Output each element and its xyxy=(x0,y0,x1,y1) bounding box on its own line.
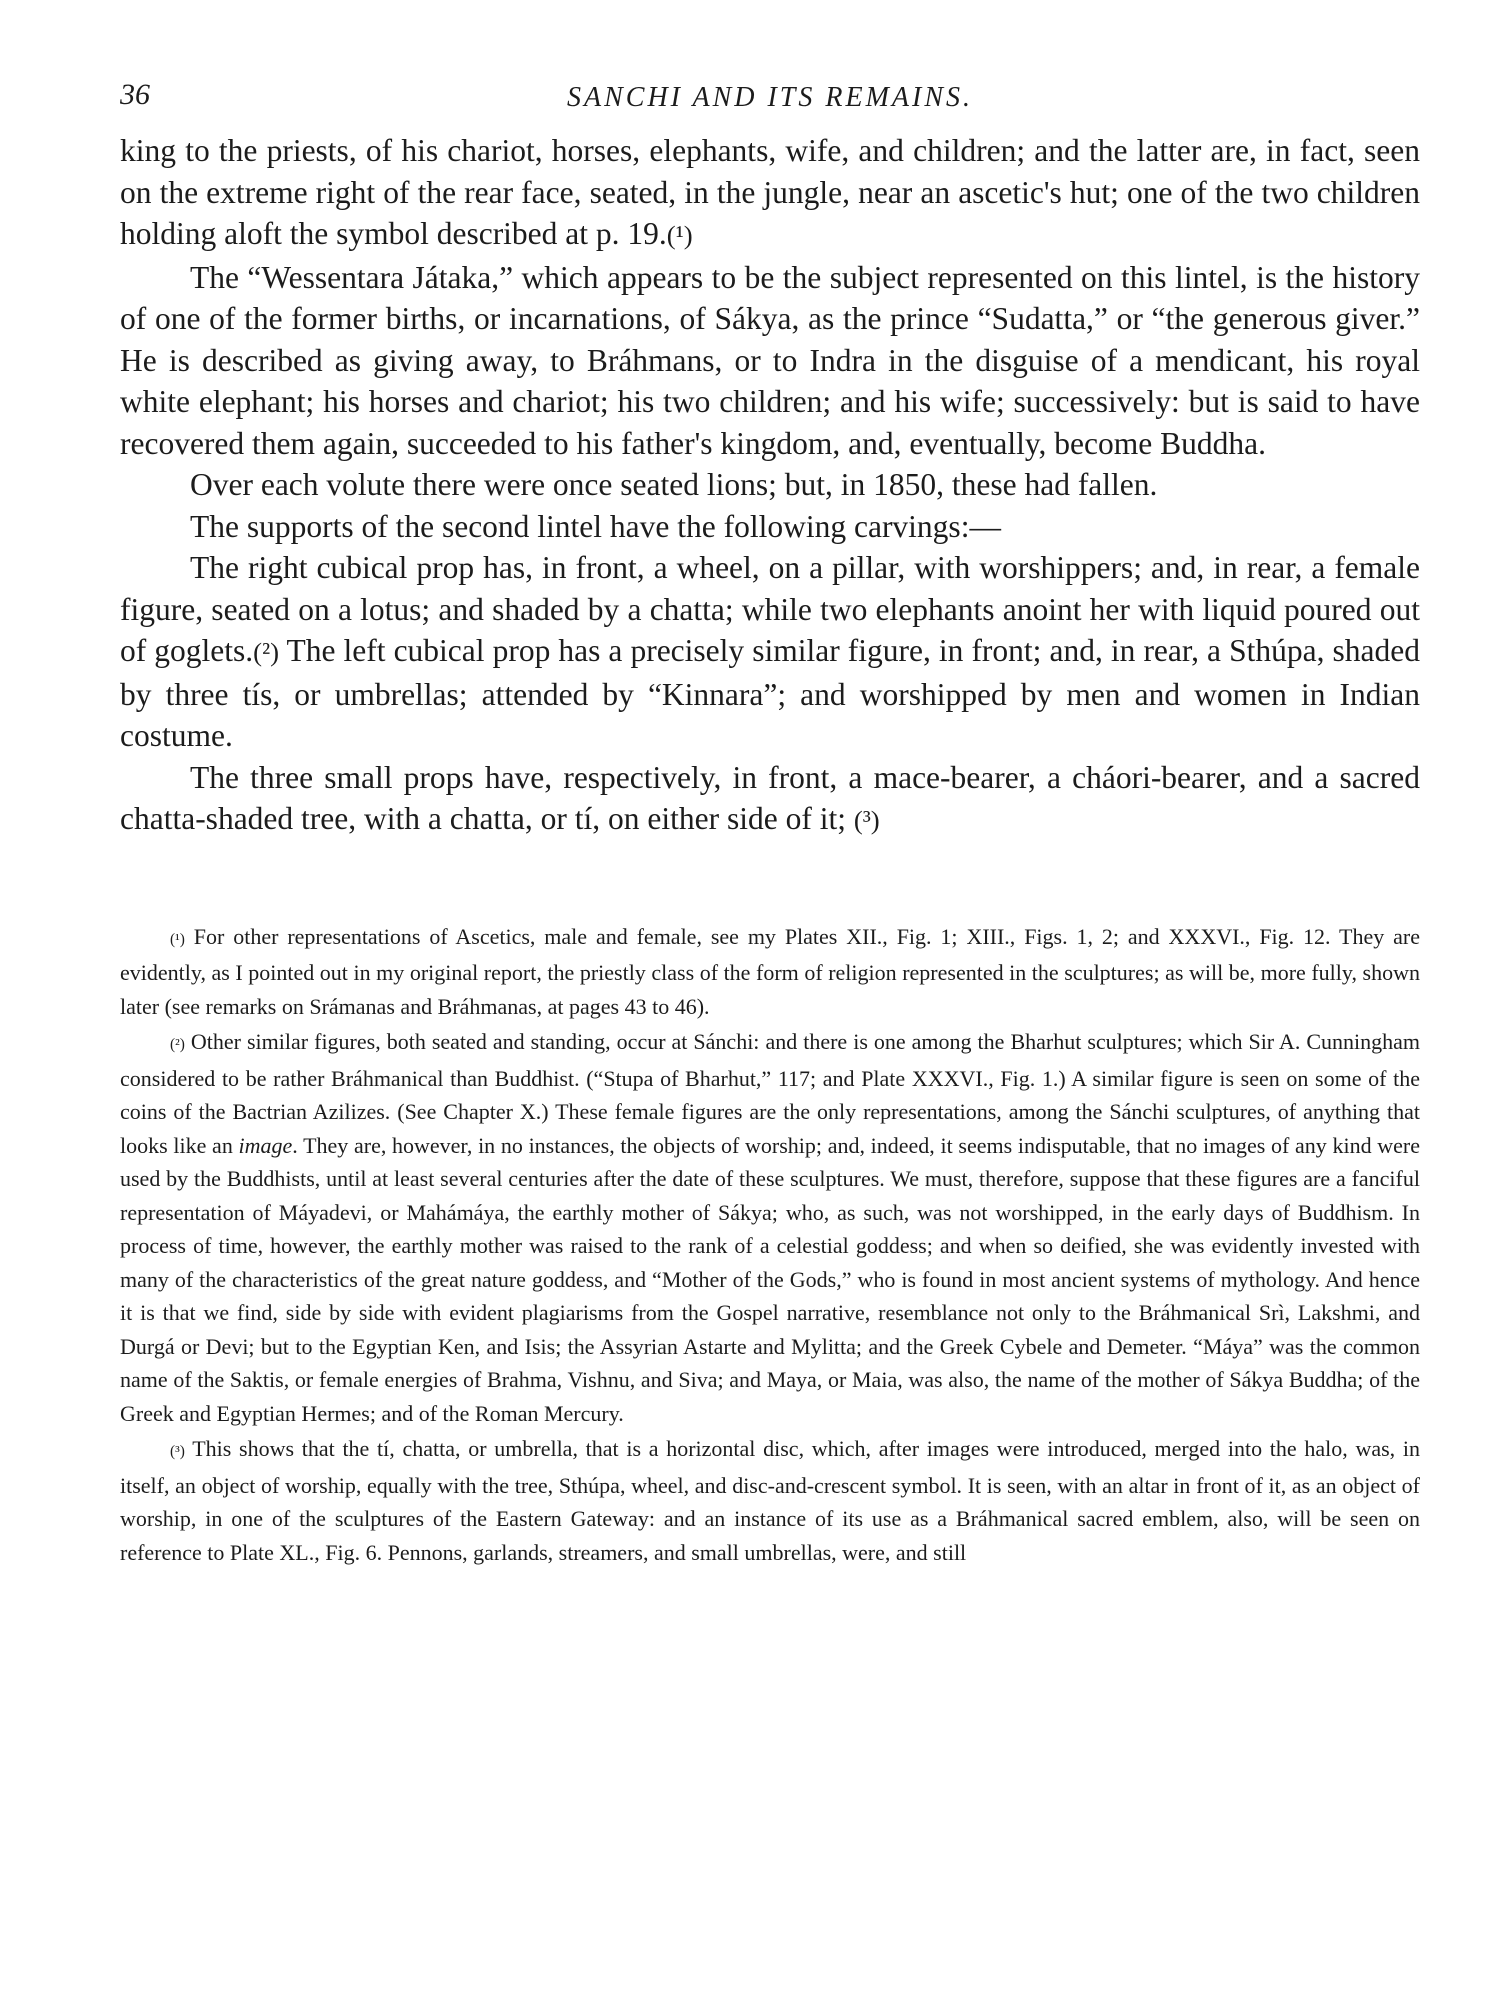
body-text xyxy=(120,130,1420,842)
paragraph-5 xyxy=(120,547,1420,757)
footnote-1-text: For other representations of Ascetics, male and female, see my Plates XII., Fig. 1; XIII., Figs. 1, 2; and XXXVI., Fig. 12. They are evidently, as I pointed out in my original report, the priestly class of the form of religion represented in the sculptures; as will be, more fully, shown later (see remarks on Srámanas and Bráhmanas, at pages 43 to 46). xyxy=(120,923,1420,1019)
paragraph-5-text-a: The right cubical prop has, in front, a wheel, on a pillar, with worshippers; and, in rear, a female figure, seated on a lotus; and shaded by a chatta; while two elephants anoint her with liquid poured out of goglets. xyxy=(120,550,1420,668)
paragraph-3: Over each volute there were once seated lions; but, in 1850, these had fallen. xyxy=(190,467,1158,502)
footnote-2-mark: (²) xyxy=(170,1036,185,1053)
footnote-1 xyxy=(120,920,1420,1024)
paragraph-1 xyxy=(120,130,1420,257)
footnote-ref-3: (³) xyxy=(853,805,880,835)
footnote-3 xyxy=(120,1432,1420,1569)
footnote-2-text-a: Other similar figures, both seated and standing, occur at Sánchi: and there is one among the Bharhut sculptures; which Sir A. Cunningham considered to be rather Bráhmanical than Buddhist. (“Stupa of Bharhut,” 117; and Plate XXXVI., Fig. 1.) A similar figure is seen on some of the coins of the Bactrian Azilizes. (See Chapter X.) These female figures are the only representations, among the Sánchi sculptures, of anything that looks like an xyxy=(120,1029,1420,1158)
running-title: SANCHI AND ITS REMAINS. xyxy=(566,82,974,113)
page-header xyxy=(120,70,1420,130)
paragraph-5-text-b: The left cubical prop has a precisely similar figure, in front; and, in rear, a Sthúpa, shaded by three tís, or umbrellas; attended by “Kinnara”; and worshipped by men and women in Indian costume. xyxy=(120,633,1420,753)
footnote-ref-2: (²) xyxy=(253,637,280,667)
footnote-3-text: This shows that the tí, chatta, or umbrella, that is a horizontal disc, which, after images were introduced, merged into the halo, was, in itself, an object of worship, equally with the tree, Sthúpa, wheel, and disc-and-crescent symbol. It is seen, with an altar in front of it, as an object of worship, in one of the sculptures of the Eastern Gateway: and an instance of its use as a Bráhmanical sacred emblem, also, will be seen on reference to Plate XL., Fig. 6. Pennons, garlands, streamers, and small umbrellas, were, and still xyxy=(120,1436,1420,1565)
footnote-1-mark: (¹) xyxy=(170,930,185,948)
paragraph-1-text: king to the priests, of his chariot, horses, elephants, wife, and children; and the latter are, in fact, seen on the extreme right of the rear face, seated, in the jungle, near an ascetic's hut; one of the two children holding aloft the symbol described at p. 19. xyxy=(120,133,1420,251)
footnote-ref-1: (¹) xyxy=(666,220,693,250)
page-number: 36 xyxy=(120,78,150,111)
footnote-3-mark: (³) xyxy=(170,1443,185,1460)
footnote-2-italic-word: image xyxy=(238,1132,293,1158)
footnote-2-text-b: . They are, however, in no instances, the objects of worship; and, indeed, it seems indisputable, that no images of any kind were used by the Buddhists, until at least several centuries after the date of these sculptures. We must, therefore, suppose that these figures are a fanciful representation of Máyadevi, or Mahámáya, the earthly mother of Sákya; who, as such, was not worshipped, in the early days of Buddhism. In process of time, however, the earthly mother was raised to the rank of a celestial goddess; and when so deified, she was evidently invested with many of the characteristics of the great nature goddess, and “Mother of the Gods,” who is found in most ancient systems of mythology. And hence it is that we find, side by side with evident plagiarisms from the Gospel narrative, resemblance not only to the Bráhmanical Srì, Lakshmi, and Durgá or Devi; but to the Egyptian Ken, and Isis; the Assyrian Astarte and Mylitta; and the Greek Cybele and Demeter. “Máya” was the common name of the Saktis, or female energies of Brahma, Vishnu, and Siva; and Maya, or Maia, was also, the name of the mother of Sákya Buddha; of the Greek and Egyptian Hermes; and of the Roman Mercury. xyxy=(120,1132,1420,1426)
paragraph-6-text: The three small props have, respectively, in front, a mace-bearer, a cháori-bearer, and a sacred chatta-shaded tree, with a chatta, or tí, on either side of it; xyxy=(120,759,1420,836)
footnote-2 xyxy=(120,1025,1420,1430)
book-page xyxy=(120,70,1420,1569)
paragraph-4: The supports of the second lintel have the following carvings:— xyxy=(190,508,1001,544)
paragraph-6 xyxy=(120,757,1420,842)
paragraph-2: The “Wessentara Játaka,” which appears to be the subject represented on this lintel, is the history of one of the former births, or incarnations, of Sákya, as the prince “Sudatta,” or “the generous giver.” He is described as giving away, to Bráhmans, or to Indra in the disguise of a mendicant, his royal white elephant; his horses and chariot; his two children; and his wife; successively: but is said to have recovered them again, succeeded to his father's kingdom, and, eventually, become Buddha. xyxy=(120,259,1420,461)
footnotes xyxy=(120,920,1420,1570)
